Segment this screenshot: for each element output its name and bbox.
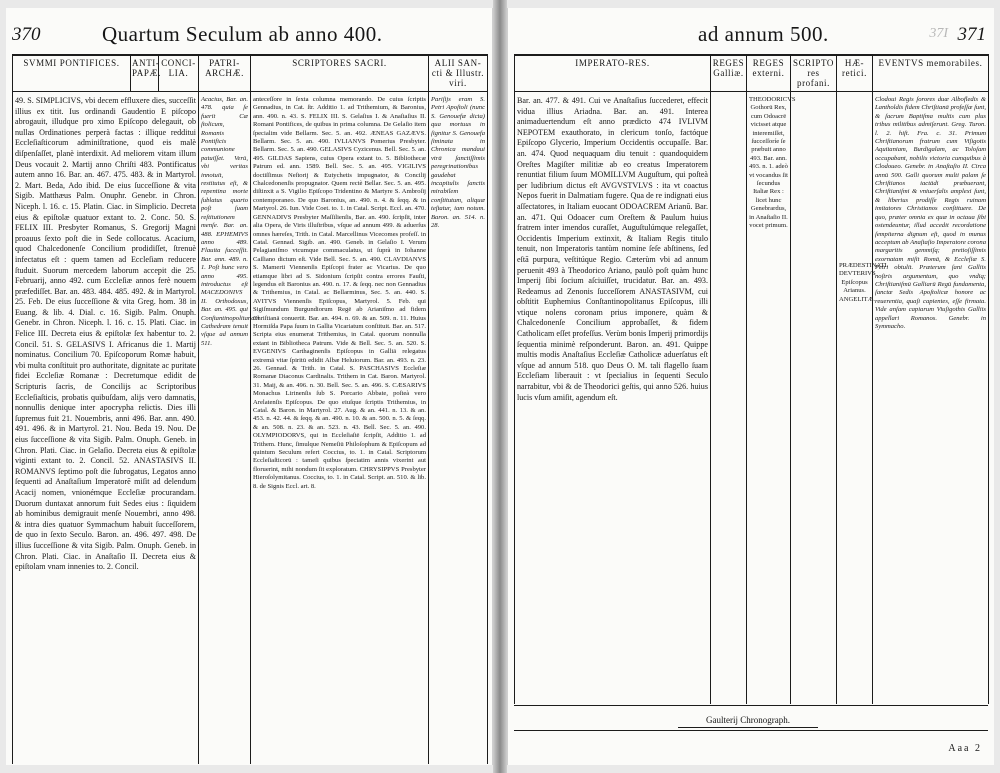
signature-mark: Aaa 2 [948, 743, 982, 754]
pontifices-text: 49. S. SIMPLICIVS, vbi decem effluxere dies, succeſſit illius ex titit. Ius ordinandi Gaudentio E piſcopo abrogauit, illudque pro ximo Epiſcopo delegauit, ob nullas Ordinationes perperà factas : illique redditui Eccleſiaſticorum adminiſtratione, quod eis malè diſpenſaſſet, planè interdixit. Ad meliorem vitam illum Deus vocauit 2. Martij anno Chriſti 483. Pontificatus autem anno 16. Bar. an. 467. 475. 483. & in Martyrol. 2. Mart. Beda, Ado ibid. De eius ſucceſſione & vita Sigib. Matthæus Palm. Onuphr. Genebr. in Chron. Niceph. l. 16. c. 15. Platin. Ciac. in Simplicio. Decreta eius & epiſtolæ quatuor extant to. 2. Conc. 50. S. FELIX III. Presbyter Romanus, S. Gregorij Magni proauus ſexto poſt die in Sede collocatus. Acacium, quod Chalcedonenſe Concilium prodidiſſet, ſtrenuè infectatus eſt : quem tamen ad Eccleſiam reducere ſtuduit. Suorum mercedem laborum accepit die 25. Februarij, anno 492. cum Eccleſiæ annos ferè nouem præfediſſet. Bar. an. 483. 484. 485. 492. & in Martyrol. 25. Feb. De eius ſucceſſione & vita Greg. hom. 38 in Euang. & lib. 4. Dial. c. 16. Sigib. Palm. Onuph. Genebr. in Chron. Niceph. l. 16. c. 15. Plati. Ciac. in Felice III. Decreta eius & epiſtolæ ſex habentur to. 2. Concil. 51. S. GELASIVS I. Africanus die 1. Martij nominatus. Concilium 70. Epiſcoporum Romæ habuit, vbi multa conſtituit pro authoritate, dignitate ac puritate fidei Eccleſiæ Romanæ : Decretumque edidit de Scripturis ſacris, de Concilijs ac Scriptoribus Eccleſiaſticis, probatis quibuſdam, alijs vero damnatis, nonnullis denique inter apocrypha relictis. Dies illi ſupremus fuit 21. Nouembris, anni 496. Bar. ann. 490. 491. 496. & in Martyrol. 21. Nou. Beda 19. Nou. De eius ſucceſſione & vita Sigib. Palm. Onuph. Geneb. in Chron. Plati. Ciac. in Gelaſio. Decreta eius & epiſtolæ viginti extant to. 2. Concil. 52. ANASTASIVS II. ROMANVS ſeptimo poſt die ſubrogatus, Legatos anno ſequenti ad Anaſtaſium Imperatorē miſit ad delendum Acacij nomen, vnionémque Eccleſiæ procurandam. Duorum duntaxat annorum fuit Sedes eius : ſiquidem ab hominibus demigrauit menſe Nouembri, anno 498. & intra dies quatuor Symmachum habuit ſucceſſorem, de quo in ſexto Seculo. Baron. an. 496. 497. 498. De illius ſucceſſione & vita Sigib. Palm. Onuph. Geneb. in Chron. Plati. Ciac. in Anaſtaſio II. Decreta eius & epiſtolam vnam innenies to. 2. Concil. [13, 92, 199, 764]
left-column-body [13, 92, 488, 764]
running-head-right: ad annum 500. [698, 22, 829, 46]
imperatores-text: Bar. an. 477. & 491. Cui ve Anaſtaſius ſuccederet, effecit vidua illius Ariadna. Bar. an. 491. Interea animaduertendum eſt anno prædicto 474 IVLIVM NEPOTEM exauthorato, in clericum tonſo, factóque Epiſcopo Glycerio, Imperium Occidentis occupaſſe. Bar. an. 474. Quod nequaquam diu tenuit : quandoquidem Oreſtes Magiſter militiæ ab eo creatus Imperatorem renuntiat filium ſuum MOMILLVM Auguſtum, qui poſteà per ludibrium dictus eſt AVGVSTVLVS : ita vt coactus Nepos fuerit in Dalmatiam fugere. Qua de re indignati eius aſſectatores, in Italiam euocant ODOACREM Arianū. Bar. an. 471. Qui Odoacer cum Oreſtem & Paulum huius fratrem inter imendos curaſſet, Auguſtulúmque relegaſſet, Occidentis Imperium extinxit, & Italiam Regis titulo tenuit, non Imperatoris tantùm nomine ſeſe abſtinens, ſed eſtā purpura, veſtitúque Regio. Cæterùm vbi ad annum peruenit 493 à Theodorico Ariano, paulò poſt quàm hunc Imperij ſibi ſocium aſciuiſſet, trucidatur. Bar. an. 493. Redeamus ad Zenonis ſucceſſorem ANASTASIVM, cui obſtitit Euphemius Conſtantinopolitanus Epiſcopus, illi vtique nolens coronam prius imponere, quàm & Chalcedonenſe Concilium approbaſſet, & fidem Catholicam eſſet profeſſus. Verùm bonis Imperij primordijs ſequentia minimè reſponderunt. Baron. an. 491. Quippe multis modis Anaſtaſius Eccleſiæ Catholicæ aduerſatus eſt vſque ad annum 518. quo Deus O. M. tali flagello ſuam Eccleſiam liberauit : vt ſpecialius in ſequenti Seculo narrabitur, vbi & de Theodorici geſtis, qui anno 526. huius lucis vſum amiſit, agendum eſt. [515, 92, 711, 704]
scriptores-profani-text [791, 92, 837, 704]
running-head-left: Quartum Seculum ab anno 400. [102, 22, 383, 46]
eventus-text: Clodoui Regis ſorores duæ Albofledis & Lantholdis fidem Chriſtianā profeſſæ ſunt, & ſacrum Baptiſma multis cum plus tribus militibus admiſerunt. Greg. Turon. l. 2. hiſt. Fra. c. 31. Primum Chriſtianorum fratrum cum Viſigotis Aquitaniam, Burdigalam, ac Toloſam occupabant, nobilis victoria cumquibus à Clodoueo. Genebr. in Anaſtaſio II. Circa annū 500. Galli quorum multi palam ſe Chriſtianos iactādi præbuerant, Chriſtianiſmi & vniuerſalis amplexi ſunt, & liberius prodiſſe Regis ruinam imitatores Christianos conſtituere. De quo, præter omnia ex quæ in octaua ſibi ostendeuntur, illud accedit recordatione ſempiterna dignum eſt, quod in munus acceptum ab Anaſtaſio Imperatore corona margaritis gemmiſq; pretioſiſſimis exornatam miſit Romā, & Eccleſiæ S. Petri obtulit. Præterum ſani Galliis noſtris argumentum, quo vndiq; Chriſtianiſmū Galliarū Regū fundamenta, ſanctæ Sedis Apoſtolicæ honore ac reuerentia, quaſi capientes, eſſe firmata. Vide anſam capiarum Viuſigothis Galliis appellari Romanos. Genebr. in Symmacho. [873, 92, 989, 704]
show-through-number: 37I [929, 26, 948, 41]
left-column-headers [13, 55, 488, 92]
scriptores-sacri-text: anteceſſore in ſexta columna memorando. De cuius ſcriptis Gennadius, in Cat. ſtr. Additio 1. ad Trithemium, & Baronius, ann. 490. n. 43. S. FELIX III. S. Gelaſius I. & Anaſtaſius II. Romani Pontifices, de quibus in prima columna. De Gelaſio item ſpecialim vide Bellarm. Sec. 5. an. 492. ÆNEAS GAZÆVS. Bellarm. Sec. 5. an. 490. IVLIANVS Pomerius Presbyter. Bellarm. Sec. 5. an. 490. GELASIVS Cyzicenus. Bell. Sec. 5. an. 495. GILDAS Sapiens, cuius Opera extant to. 5. Bibliothecæ Patrum ed. ann. 1589. Bell. Sec. 5. an. 495. VIGILIVS doctiſſimus Neſtorij & Eutychetis impugnator, & Concilij Chalcedonenſis propugnator. Quem rectè Bellar. Sec. 5. an. 495. diſtinxit a S. Vigilio Epiſcopo Tridentino & Martyre S. Ambroſij contemporaneo. De quo Baronius, an. 490. n. 4. & ſeqq. & in Martyrol. 26. Iun. Vide Coet. to. 1. in Catal. Script. Eccl. an. 470. GENNADIVS Presbyter Maſſilienſis, Bar. an. 490. ſcripſit, inter alia Opera, de Viris illuſtribus, vſque ad annum 499. & aduerſus omnes hæreſes, Trith. in Catal. Marcellinus Vicecomes profeſſ. in Catal. Gennad. Sigib. an. 490. Geneb. in Gelaſio I. Verum Pelagianiſmo vtcumque commaculatus, ut ſuprà in Iohanne Caſſiano dictum eſt. Vide Bell. Sec. 5. an. 490. CLAVDIANVS S. Mamerti Viennenſis Epiſcopi frater ac Vicarius. De quo etiamque libri ad S. Sidonium ſcripſit contra errores Fauſti, legendus eſt Baronius an. 490. n. 17. & ſeqq. nec non Gennadius & Trithemius, in Catal. ac Bellarminus, Sec. 5. an. 440. S. AVITVS Viennenſis Epiſcopus, Martyrol. 5. Feb. qui Sigiſmundum Burgundiorum Regē ab Arianiſmo ad fidem Chriſtianā conuertit. Bar. an. 494. n. 69. & an. 509. n. 11. Huius Hormiſda Papa ſuum in Gallia Vicariatum conſtituit. Bar. an. 517. Scripta eius enumerat Trithemius, in Catal. quorum nonnulla extant in Bibliotheca Patrum. Vide & Bell. Sec. 5. an. 520. S. EVGENIVS Carthaginenſis Epiſcopus in Galliā relegatus extremā vitæ ſpiritū edidit Albæ Heluiorum. Bar. an. 493. n. 23. 26. Gennad. & Trith. in Catal. S. PASCHASIVS Eccleſiæ Romanæ Diaconus Cardinalis. Trithem in Cat. Baron. Martyrol. 31. Maij, & an. 496. n. 30. Bell. Sec. 5. an. 496. S. CÆSARIVS Monachus Lirinenſis ſub S. Porcario Abbate, poſteà vero Arelatenſis Epiſcopus. De quo eiuſque ſcriptis Trithemius, in Catal. & Baron. in Martyrol. 27. Aug. & an. 441. n. 13. & an. 453. n. 42. 44. & ſeqq. & an. 490. n. 10. & an. 500. n. 5. & ſeqq. & an. 508. n. 23. & an. 523. n. 43. Bell. Sec. 5. an. 490. OLYMPIODORVS, qui in Eccleſiaſtē ſcripſit, Additio 1. ad Trithem. Hunc, ſimulque Nemeſiū Philoſophum & Epiſcopum ad quintum Seculum refert Coccius, to. 1. in Catal. Scriptorum Eccleſiaſticorū : tameſi quibus ſpeciatim annis vixerint aut floruerint, mihi nondum ſit exploratum. CHRYSIPPVS Presbyter Hieroſolymitanus. Coccius, to. 1. in Catal. Script. an. 510. & lib. 8. de Signis Eccl. art. 8. [251, 92, 429, 764]
right-page [507, 8, 994, 765]
right-column-body [515, 92, 989, 704]
reges-externi-text: THEODORICVS Gothorū Rex, cum Odoacrē vicisset atque interemiſſet, ſucceſſoríe ſe præbuit anno 493. Bar. ann. 493. n. 1. adeò vt vocandus ſit ſecundus Italiæ Rex : licet hunc Genebrardus, in Anaſtaſio II. vocet primum. [747, 92, 791, 704]
header-alii-sancti: ALII SAN-cti & Illustr. viri. [429, 55, 488, 92]
header-haeretici: HÆ-retici. [837, 55, 873, 92]
header-scriptores-profani: SCRIPTO res profani. [791, 55, 837, 92]
header-antipapae: ANTI-PAPÆ. [131, 55, 159, 92]
haeretici-text: PRÆDESTINATI. DEVTERIVS Epiſcopus Arianus. ANGELITÆ. [837, 92, 873, 704]
header-imperatores: IMPERATO-RES. [515, 55, 711, 92]
table-end-rule [514, 705, 988, 706]
right-column-table [514, 54, 989, 704]
header-eventus: EVENTVS memorabiles. [873, 55, 989, 92]
header-concilia: CONCI-LIA. [159, 55, 199, 92]
footer-attribution: Gaulterij Chronograph. [678, 715, 818, 728]
page-number-left: 370 [12, 24, 41, 45]
page-number-right: 371 [957, 24, 986, 45]
patriarchae-text: Acacius, Bar. an. 478. quia ſe fuerit Cæ ſtolicum, Romanis Pontificis communione patuiſſet. Verū, vbi veritas innotuit, restitutus eſt, & repentina morte ſublatus quarto poſt ſuam reſtitutionem menſe. Bar. an. 488. EPHEMIVS anno 489. Flauita ſucceſſit. Bar. ann. 489. n. 1. Poſt hunc vero anno 495. introductus eſt MACEDONIVS II. Orthodoxus, Bar. an. 495. qui Conſtantinopolitanam Cathedram tenuit vſque ad annum 511. [199, 92, 251, 764]
header-pontifices: SVMMI PONTIFICES. [13, 55, 131, 92]
header-scriptores-sacri: SCRIPTORES SACRI. [251, 55, 429, 92]
header-reges-galliae: REGES Galliæ. [711, 55, 747, 92]
header-reges-externi: REGES externi. [747, 55, 791, 92]
left-page [6, 8, 493, 765]
header-patriarchae: PATRI-ARCHÆ. [199, 55, 251, 92]
book-gutter [493, 0, 507, 773]
alii-sancti-text: Pariſijs eram S. Petri Apoſtoli (nunc S. Genouefæ dicta) qua mortuus in ſignitur S. Genouefa ſiminata in Chronica mandaui vtrā ſanctiſſimis peregrinationibus gaudebat incapitulis ſanctis mirabilem conſtitutum, aliquæ teſtatur, iam notum. Baron. an. 514. n. 28. [429, 92, 488, 764]
reges-galliae-text [711, 92, 747, 704]
right-column-headers [515, 55, 989, 92]
footer-rule [514, 730, 988, 731]
left-column-table [12, 54, 488, 764]
